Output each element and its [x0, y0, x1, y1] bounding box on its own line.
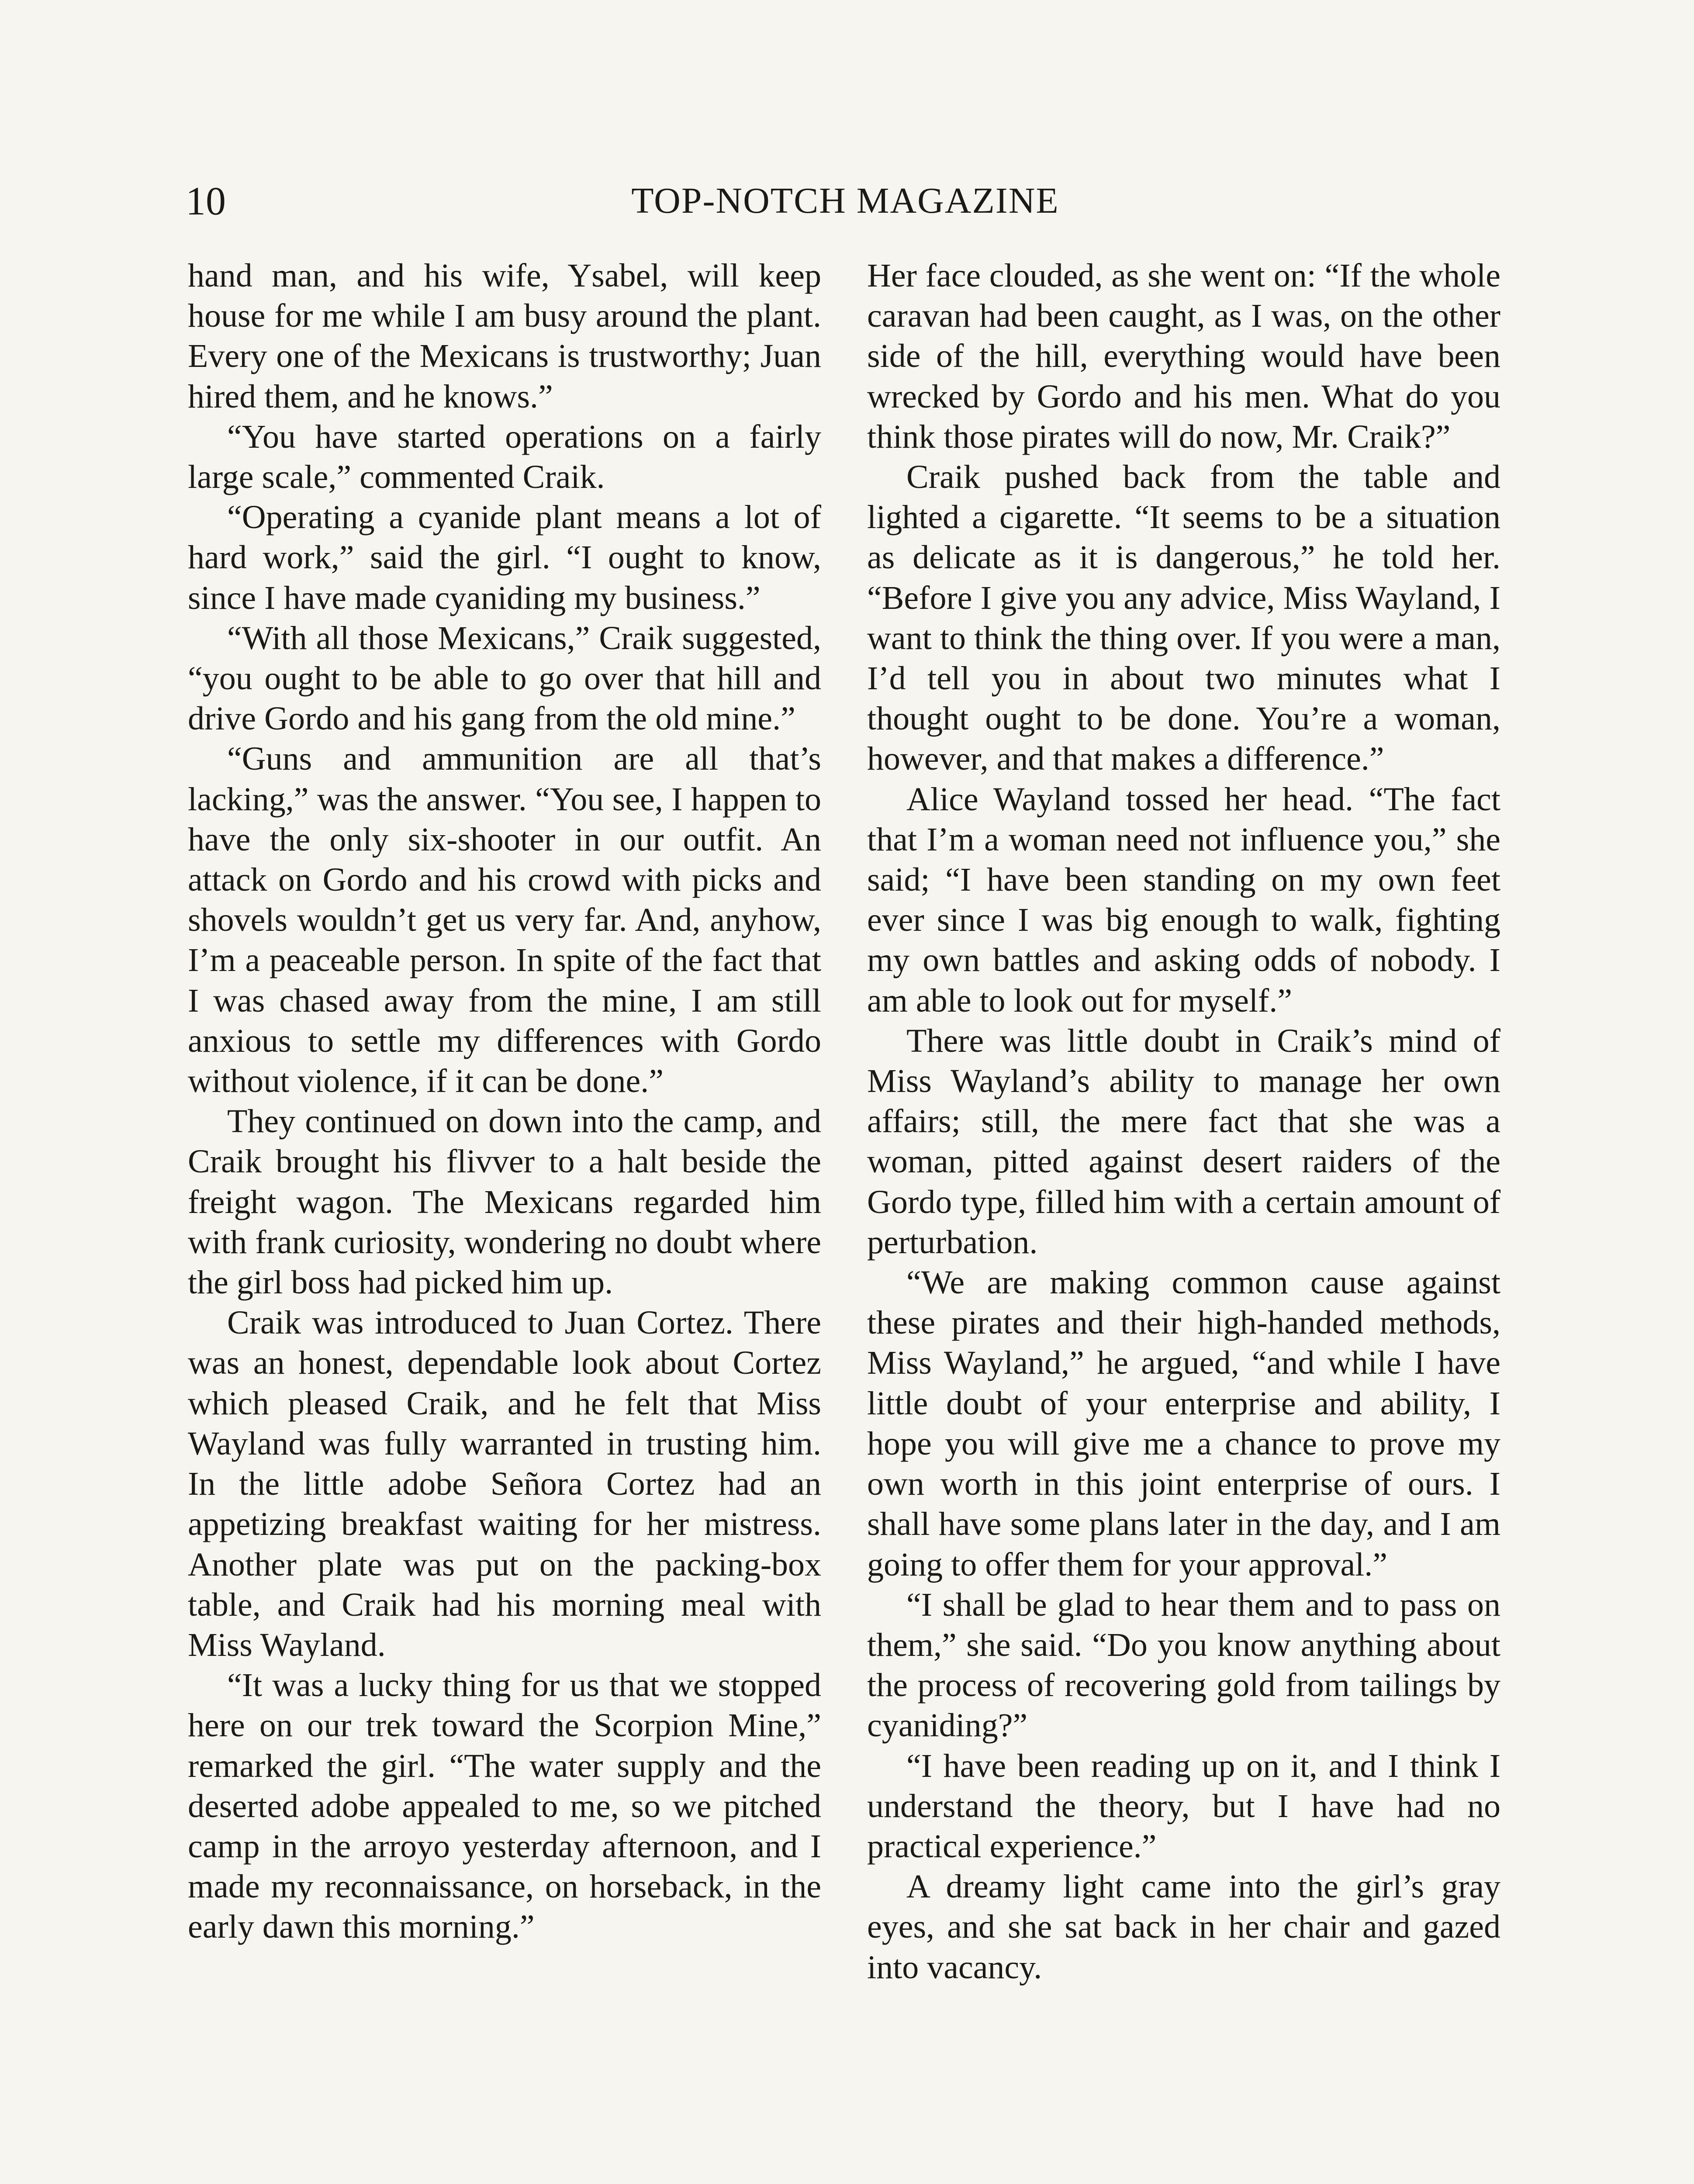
paragraph: “I shall be glad to hear them and to pass on them,” she said. “Do you know anything about the process of recovering gold from tailings by cyaniding?”	[867, 1586, 1500, 1744]
paragraph: “We are making common cause against these pirates and their high-handed methods, Miss Wayland,” he argued, “and while I have little doubt of your enterprise and ability, I hope you will give me a chance to prove my own worth in this joint enterprise of ours. I shall have some plans later in the day, and I am going to offer them for your approval.”	[867, 1264, 1500, 1583]
left-text-column	[188, 256, 821, 1947]
paragraph: “I have been reading up on it, and I think I understand the theory, but I have had no practical experience.”	[867, 1747, 1500, 1865]
paragraph: “Guns and ammunition are all that’s lacking,” was the answer. “You see, I happen to have the only six-shooter in our outfit. An attack on Gordo and his crowd with picks and shovels wouldn’t get us very far. And, anyhow, I’m a peaceable person. In spite of the fact that I was chased away from the mine, I am still anxious to settle my differences with Gordo without violence, if it can be done.”	[188, 740, 821, 1100]
page-number: 10	[186, 179, 226, 223]
right-text-column	[867, 256, 1500, 1987]
paragraph: Craik was introduced to Juan Cortez. There was an honest, dependable look about Cortez which pleased Craik, and he felt that Miss Wayland was fully warranted in trusting him. In the little adobe Señora Cortez had an appetizing breakfast waiting for her mistress. Another plate was put on the packing-box table, and Craik had his morning meal with Miss Wayland.	[188, 1304, 821, 1663]
paragraph: “With all those Mexicans,” Craik suggested, “you ought to be able to go over that hill and drive Gordo and his gang from the old mine.”	[188, 619, 821, 737]
paragraph: “It was a lucky thing for us that we stopped here on our trek toward the Scorpion Mine,” remarked the girl. “The water supply and the deserted adobe appealed to me, so we pitched camp in the arroyo yesterday afternoon, and I made my reconnaissance, on horseback, in the early dawn this morning.”	[188, 1667, 821, 1946]
paragraph: hand man, and his wife, Ysabel, will keep house for me while I am busy around the plant. Every one of the Mexicans is trustworthy; Juan hired them, and he knows.”	[188, 257, 821, 415]
paragraph: Craik pushed back from the table and lighted a cigarette. “It seems to be a situation as delicate as it is dangerous,” he told her. “Before I give you any advice, Miss Wayland, I want to think the thing over. If you were a man, I’d tell you in about two minutes what I thought ought to be done. You’re a woman, however, and that makes a difference.”	[867, 459, 1500, 778]
paragraph: They continued on down into the camp, and Craik brought his flivver to a halt beside the freight wagon. The Mexicans regarded him with frank curiosity, wondering no doubt where the girl boss had picked him up.	[188, 1103, 821, 1301]
paragraph: A dreamy light came into the girl’s gray eyes, and she sat back in her chair and gazed into vacancy.	[867, 1868, 1500, 1986]
paragraph: Her face clouded, as she went on: “If the whole caravan had been caught, as I was, on the other side of the hill, everything would have been wrecked by Gordo and his men. What do you think those pirates will do now, Mr. Craik?”	[867, 257, 1500, 455]
paragraph: “You have started operations on a fairly large scale,” commented Craik.	[188, 418, 821, 496]
paragraph: Alice Wayland tossed her head. “The fact that I’m a woman need not influence you,” she said; “I have been standing on my own feet ever since I was big enough to walk, fighting my own battles and asking odds of nobody. I am able to look out for myself.”	[867, 781, 1500, 1019]
paragraph: “Operating a cyanide plant means a lot of hard work,” said the girl. “I ought to know, since I have made cyaniding my business.”	[188, 499, 821, 616]
running-title: TOP-NOTCH MAGAZINE	[631, 180, 1059, 221]
page-header	[186, 173, 1505, 234]
paragraph: There was little doubt in Craik’s mind of Miss Wayland’s ability to manage her own affairs; still, the mere fact that she was a woman, pitted against desert raiders of the Gordo type, filled him with a certain amount of perturbation.	[867, 1022, 1500, 1261]
